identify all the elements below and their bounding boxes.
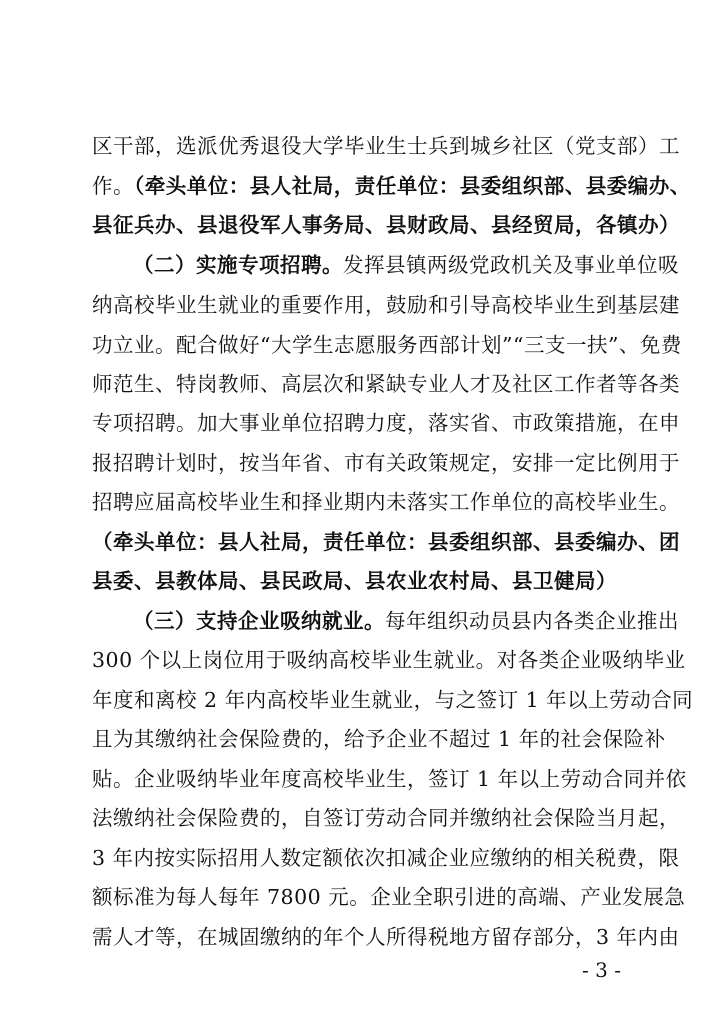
section-heading: （二）实施专项招聘。: [133, 253, 343, 277]
text-line: 需人才等，在城固缴纳的年个人所得税地方留存部分，3 年内由: [92, 925, 680, 949]
page-number: - 3 -: [582, 958, 621, 982]
text-line: 师范生、特岗教师、高层次和紧缺专业人才及社区工作者等各类: [92, 372, 680, 396]
text-segment: 每年组织动员县内各类企业推出: [385, 609, 679, 633]
text-line: 专项招聘。加大事业单位招聘力度，落实省、市政策措施，在申: [92, 411, 680, 435]
text-line: 功立业。配合做好“大学生志愿服务西部计划”“三支一扶”、免费: [92, 333, 682, 357]
section-heading-line: [133, 606, 679, 636]
responsibility-note: （牵头单位：县人社局，责任单位：县委组织部、县委编办、: [134, 174, 691, 198]
text-line: 招聘应届高校毕业生和择业期内未落实工作单位的高校毕业生。: [92, 490, 680, 514]
text-segment: 作。: [92, 174, 134, 198]
text-line: 3 年内按实际招用人数定额依次扣减企业应缴纳的相关税费，限: [92, 846, 680, 870]
responsibility-note: （牵头单位：县人社局，责任单位：县委组织部、县委编办、团: [92, 530, 680, 554]
section-heading: （三）支持企业吸纳就业。: [133, 609, 385, 633]
text-line: [92, 171, 691, 201]
text-line: 法缴纳社会保险费的，自签订劳动合同并缴纳社会保险当月起，: [92, 806, 680, 830]
responsibility-note: 县征兵办、县退役军人事务局、县财政局、县经贸局，各镇办）: [92, 213, 680, 237]
text-line: 纳高校毕业生就业的重要作用，鼓励和引导高校毕业生到基层建: [92, 293, 680, 317]
text-line: 年度和离校 2 年内高校毕业生就业，与之签订 1 年以上劳动合同: [92, 688, 694, 712]
text-line: 区干部，选派优秀退役大学毕业生士兵到城乡社区（党支部）工: [92, 134, 680, 158]
text-line: 报招聘计划时，按当年省、市有关政策规定，安排一定比例用于: [92, 451, 680, 475]
text-line: 额标准为每人每年 7800 元。企业全职引进的高端、产业发展急: [92, 885, 686, 909]
text-segment: 发挥县镇两级党政机关及事业单位吸: [343, 253, 679, 277]
text-line: 贴。企业吸纳毕业年度高校毕业生，签订 1 年以上劳动合同并依: [92, 767, 687, 791]
text-line: 且为其缴纳社会保险费的，给予企业不超过 1 年的社会保险补: [92, 727, 666, 751]
text-line: 300 个以上岗位用于吸纳高校毕业生就业。对各类企业吸纳毕业: [92, 648, 686, 672]
section-heading-line: [133, 250, 679, 280]
responsibility-note: 县委、县教体局、县民政局、县农业农村局、县卫健局）: [92, 569, 617, 593]
